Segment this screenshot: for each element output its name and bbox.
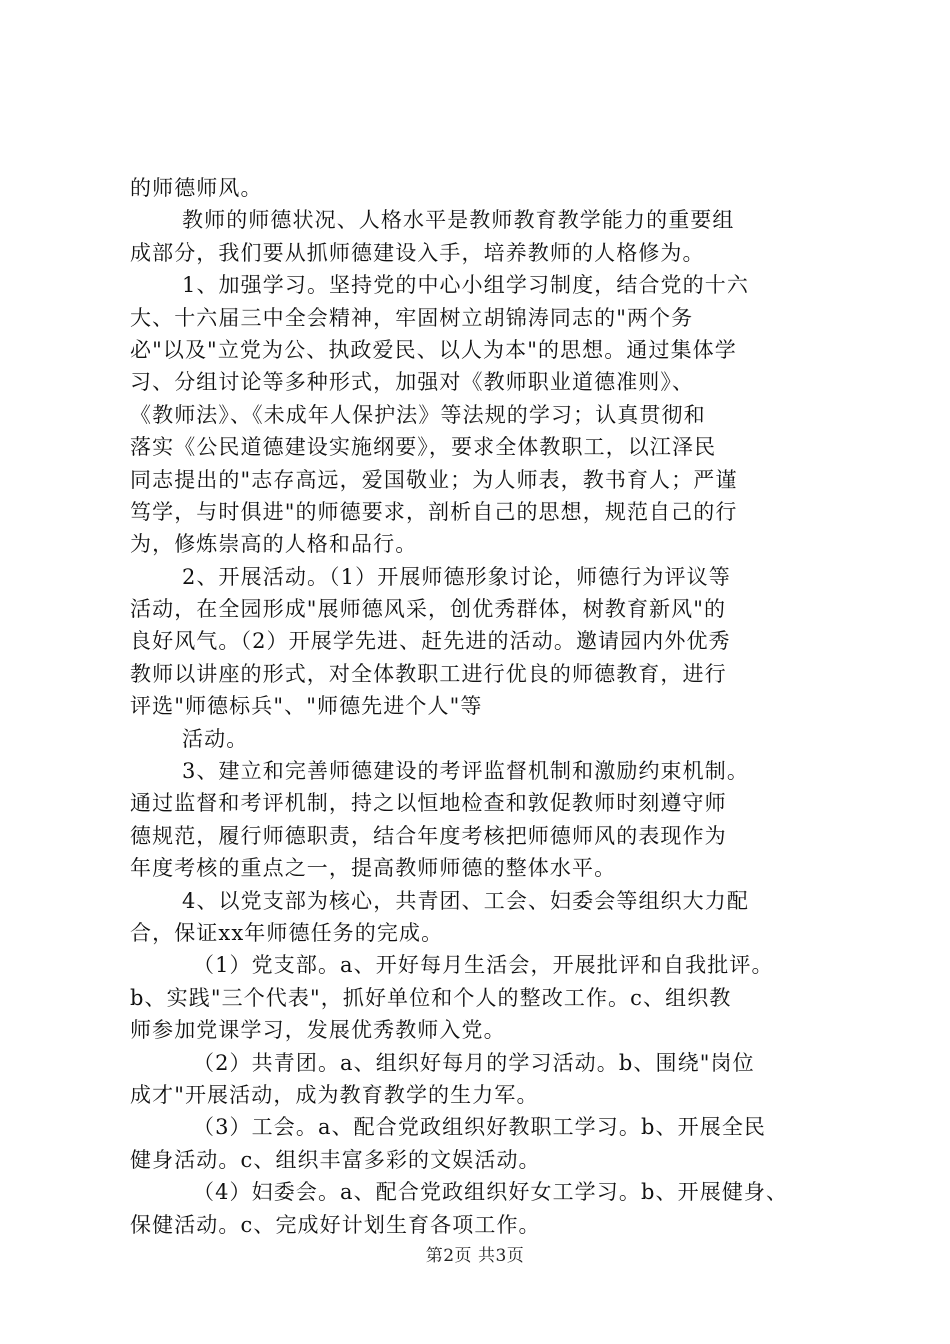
text-line: （1）党支部。a、开好每月生活会，开展批评和自我批评。 bbox=[193, 953, 774, 978]
document-body bbox=[130, 172, 830, 1241]
text-line: 教师的师德状况、人格水平是教师教育教学能力的重要组 bbox=[182, 208, 735, 233]
text-line: 同志提出的"志存高远，爱国敬业；为人师表，教书育人；严谨 bbox=[130, 467, 738, 492]
text-line: 大、十六届三中全会精神，牢固树立胡锦涛同志的"两个务 bbox=[130, 305, 694, 330]
text-line: 师参加党课学习，发展优秀教师入党。 bbox=[130, 1018, 506, 1043]
text-line: 评选"师德标兵"、"师德先进个人"等 bbox=[130, 694, 483, 719]
text-line: 必"以及"立党为公、执政爱民、以人为本"的思想。通过集体学 bbox=[130, 337, 737, 362]
text-line: 4、以党支部为核心，共青团、工会、妇委会等组织大力配 bbox=[182, 888, 749, 913]
text-line: （4）妇委会。a、配合党政组织好女工学习。b、开展健身、 bbox=[193, 1180, 789, 1205]
text-line: 为，修炼崇高的人格和品行。 bbox=[130, 532, 418, 557]
text-line: 笃学，与时俱进"的师德要求，剖析自己的思想，规范自己的行 bbox=[130, 499, 738, 524]
text-line: 德规范，履行师德职责，结合年度考核把师德师风的表现作为 bbox=[130, 823, 727, 848]
text-line: （2）共青团。a、组织好每月的学习活动。b、围绕"岗位 bbox=[193, 1050, 755, 1075]
text-line: 通过监督和考评机制，持之以恒地检查和敦促教师时刻遵守师 bbox=[130, 791, 727, 816]
text-line: （3）工会。a、配合党政组织好教职工学习。b、开展全民 bbox=[193, 1115, 767, 1140]
text-line: 成部分，我们要从抓师德建设入手，培养教师的人格修为。 bbox=[130, 240, 705, 265]
text-line: 教师以讲座的形式，对全体教职工进行优良的师德教育，进行 bbox=[130, 661, 727, 686]
text-line: 2、开展活动。（1）开展师德形象讨论，师德行为评议等 bbox=[182, 564, 731, 589]
text-line: 活动，在全园形成"展师德风采，创优秀群体，树教育新风"的 bbox=[130, 597, 727, 622]
text-line: b、实践"三个代表"，抓好单位和个人的整改工作。c、组织教 bbox=[130, 985, 732, 1010]
text-line: 健身活动。c、组织丰富多彩的文娱活动。 bbox=[130, 1147, 541, 1172]
text-line: 3、建立和完善师德建设的考评监督机制和激励约束机制。 bbox=[182, 759, 749, 784]
text-line: 活动。 bbox=[182, 726, 249, 751]
text-line: 《教师法》、《未成年人保护法》等法规的学习；认真贯彻和 bbox=[130, 402, 706, 427]
text-line: 习、分组讨论等多种形式，加强对《教师职业道德准则》、 bbox=[130, 370, 695, 395]
text-line: 的师德师风。 bbox=[130, 176, 263, 200]
text-line: 保健活动。c、完成好计划生育各项工作。 bbox=[130, 1212, 541, 1237]
text-line: 良好风气。（2）开展学先进、赶先进的活动。邀请园内外优秀 bbox=[130, 629, 731, 654]
text-line: 年度考核的重点之一，提高教师师德的整体水平。 bbox=[130, 856, 617, 881]
text-line: 合，保证xx年师德任务的完成。 bbox=[130, 920, 444, 945]
text-line: 1、加强学习。坚持党的中心小组学习制度，结合党的十六 bbox=[182, 273, 749, 298]
page-footer: 第2页 共3页 bbox=[425, 1246, 525, 1266]
text-line: 落实《公民道德建设实施纲要》，要求全体教职工，以江泽民 bbox=[130, 435, 717, 460]
text-line: 成才"开展活动，成为教育教学的生力军。 bbox=[130, 1082, 539, 1107]
